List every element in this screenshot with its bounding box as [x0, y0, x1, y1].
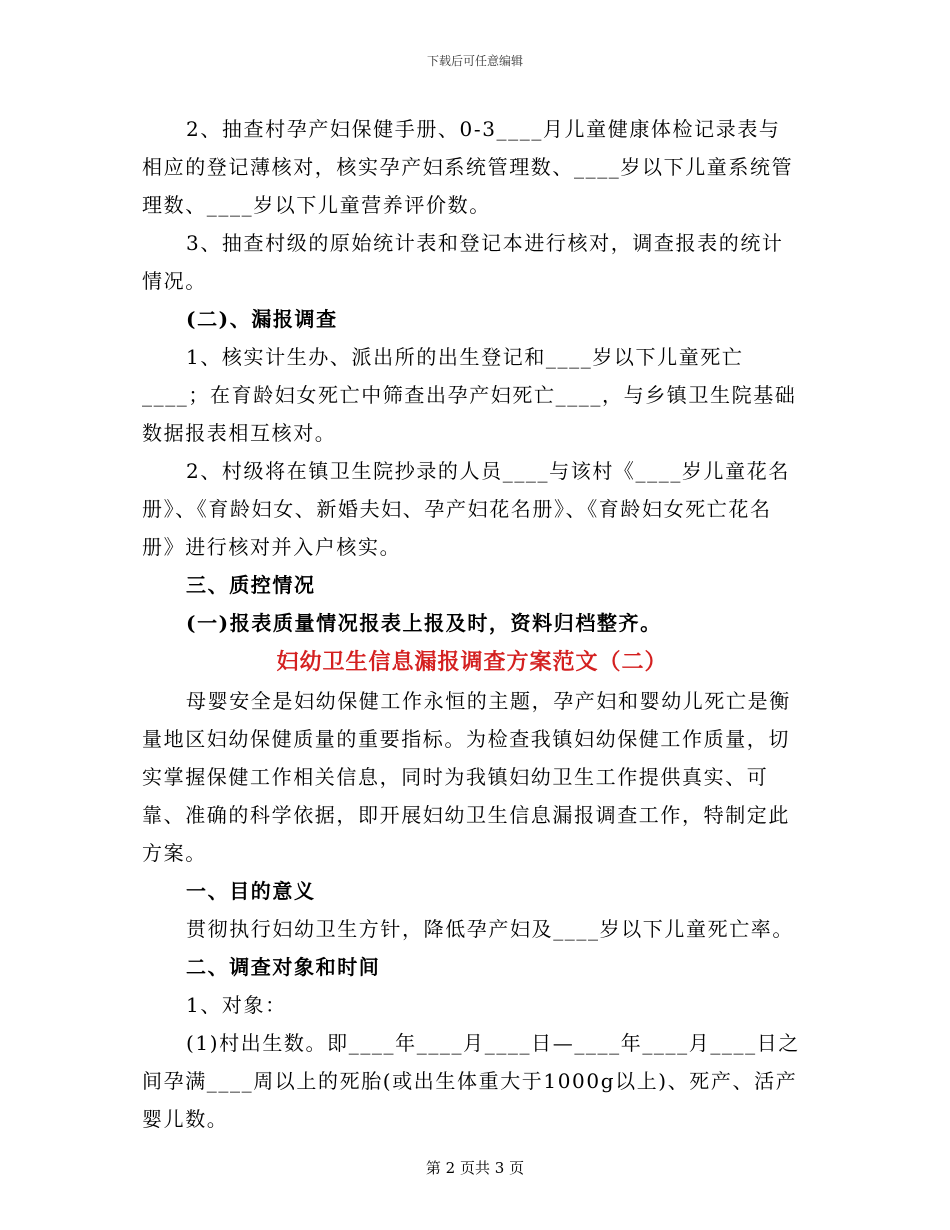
- paragraph-village-verify: 2、村级将在镇卫生院抄录的人员____与该村《____岁儿童花名册》、《育龄妇女、新婚夫妇、孕产妇花名册》、《育龄妇女死亡花名册》进行核对并入户核实。: [142, 459, 790, 559]
- page-header: 下载后可任意编辑: [426, 54, 523, 68]
- heading-purpose: 一、目的意义: [186, 879, 316, 903]
- paragraph-intro: 母婴安全是妇幼保健工作永恒的主题，孕产妇和婴幼儿死亡是衡量地区妇幼保健质量的重要指标。为检查我镇妇幼保健工作质量，切实掌握保健工作相关信息，同时为我镇妇幼卫生工作提供真实、可靠、准确的科学依据，即开展妇幼卫生信息漏报调查工作，特制定此方案。: [142, 689, 791, 865]
- paragraph-village-births: (1)村出生数。即____年____月____日—____年____月____日之间孕满____周以上的死胎(或出生体重大于1000g以上)、死产、活产婴儿数。: [142, 1031, 800, 1131]
- heading-quality-control: 三、质控情况: [186, 573, 316, 597]
- section-title: 妇幼卫生信息漏报调查方案范文（二）: [276, 649, 668, 675]
- paragraph-report-quality: (一)报表质量情况报表上报及时，资料归档整齐。: [186, 611, 662, 635]
- paragraph-check-statistics: 3、抽查村级的原始统计表和登记本进行核对，调查报表的统计情况。: [142, 231, 784, 293]
- paragraph-purpose: 贯彻执行妇幼卫生方针，降低孕产妇及____岁以下儿童死亡率。: [186, 917, 794, 941]
- heading-subjects-time: 二、调查对象和时间: [186, 955, 381, 979]
- paragraph-check-records: 2、抽查村孕产妇保健手册、0-3____月儿童健康体检记录表与相应的登记薄核对，核实孕产妇系统管理数、____岁以下儿童系统管理数、____岁以下儿童营养评价数。: [142, 117, 794, 217]
- document-body: [142, 110, 802, 1138]
- page-footer: 第 2 页共 3 页: [425, 1159, 525, 1177]
- paragraph-subjects: 1、对象：: [186, 993, 287, 1017]
- heading-underreport-survey: (二)、漏报调查: [186, 307, 338, 331]
- paragraph-verify-births: 1、核实计生办、派出所的出生登记和____岁以下儿童死亡____；在育龄妇女死亡中筛查出孕产妇死亡____，与乡镇卫生院基础数据报表相互核对。: [142, 345, 797, 445]
